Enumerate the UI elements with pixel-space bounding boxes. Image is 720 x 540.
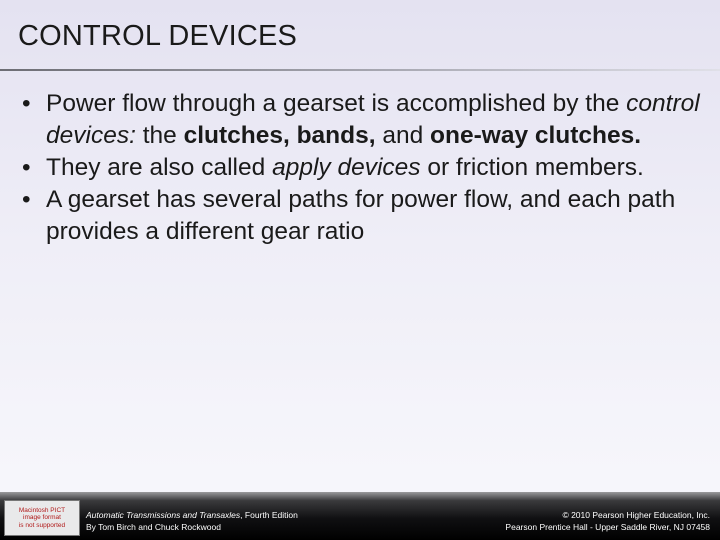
- bullet-text: A gearset has several paths for power flow, and each path provides a different gear ratio: [46, 186, 676, 245]
- placeholder-line: image format: [23, 514, 61, 522]
- publisher-text: Pearson Prentice Hall - Upper Saddle River, NJ 07458: [505, 522, 710, 532]
- bullet-item: [22, 152, 702, 184]
- footer-book-info: [86, 509, 298, 533]
- bullet-bold-term: clutches, bands,: [183, 122, 376, 149]
- bullet-italic-term: apply devices: [272, 154, 421, 181]
- book-title: Automatic Transmissions and Transaxles: [86, 510, 241, 520]
- placeholder-line: Macintosh PICT: [18, 506, 66, 514]
- bullet-text: or friction members.: [420, 154, 644, 181]
- bullet-text: They are also called: [46, 154, 273, 181]
- book-authors: By Tom Birch and Chuck Rockwood: [86, 522, 221, 532]
- bullet-italic-term: control devices:: [46, 90, 700, 149]
- bullet-text: the: [135, 122, 184, 149]
- bullet-list: [22, 88, 702, 248]
- placeholder-line: is not supported: [18, 521, 66, 529]
- footer-copyright: [505, 509, 710, 533]
- title-divider: [0, 69, 720, 71]
- bullet-dot-icon: •: [22, 154, 31, 181]
- book-edition: , Fourth Edition: [240, 510, 298, 520]
- bullet-dot-icon: •: [22, 186, 31, 213]
- bullet-item: [22, 184, 702, 248]
- bullet-bold-term: one-way clutches.: [430, 122, 642, 149]
- bullet-dot-icon: •: [22, 90, 31, 117]
- bullet-text: Power flow through a gearset is accomplished by the: [46, 90, 627, 117]
- copyright-text: © 2010 Pearson Higher Education, Inc.: [562, 510, 710, 520]
- footer-bar: [0, 492, 720, 540]
- bullet-item: [22, 88, 702, 152]
- slide-title: CONTROL DEVICES: [18, 20, 298, 52]
- unsupported-image-placeholder: [4, 500, 80, 536]
- bullet-text: and: [375, 122, 431, 149]
